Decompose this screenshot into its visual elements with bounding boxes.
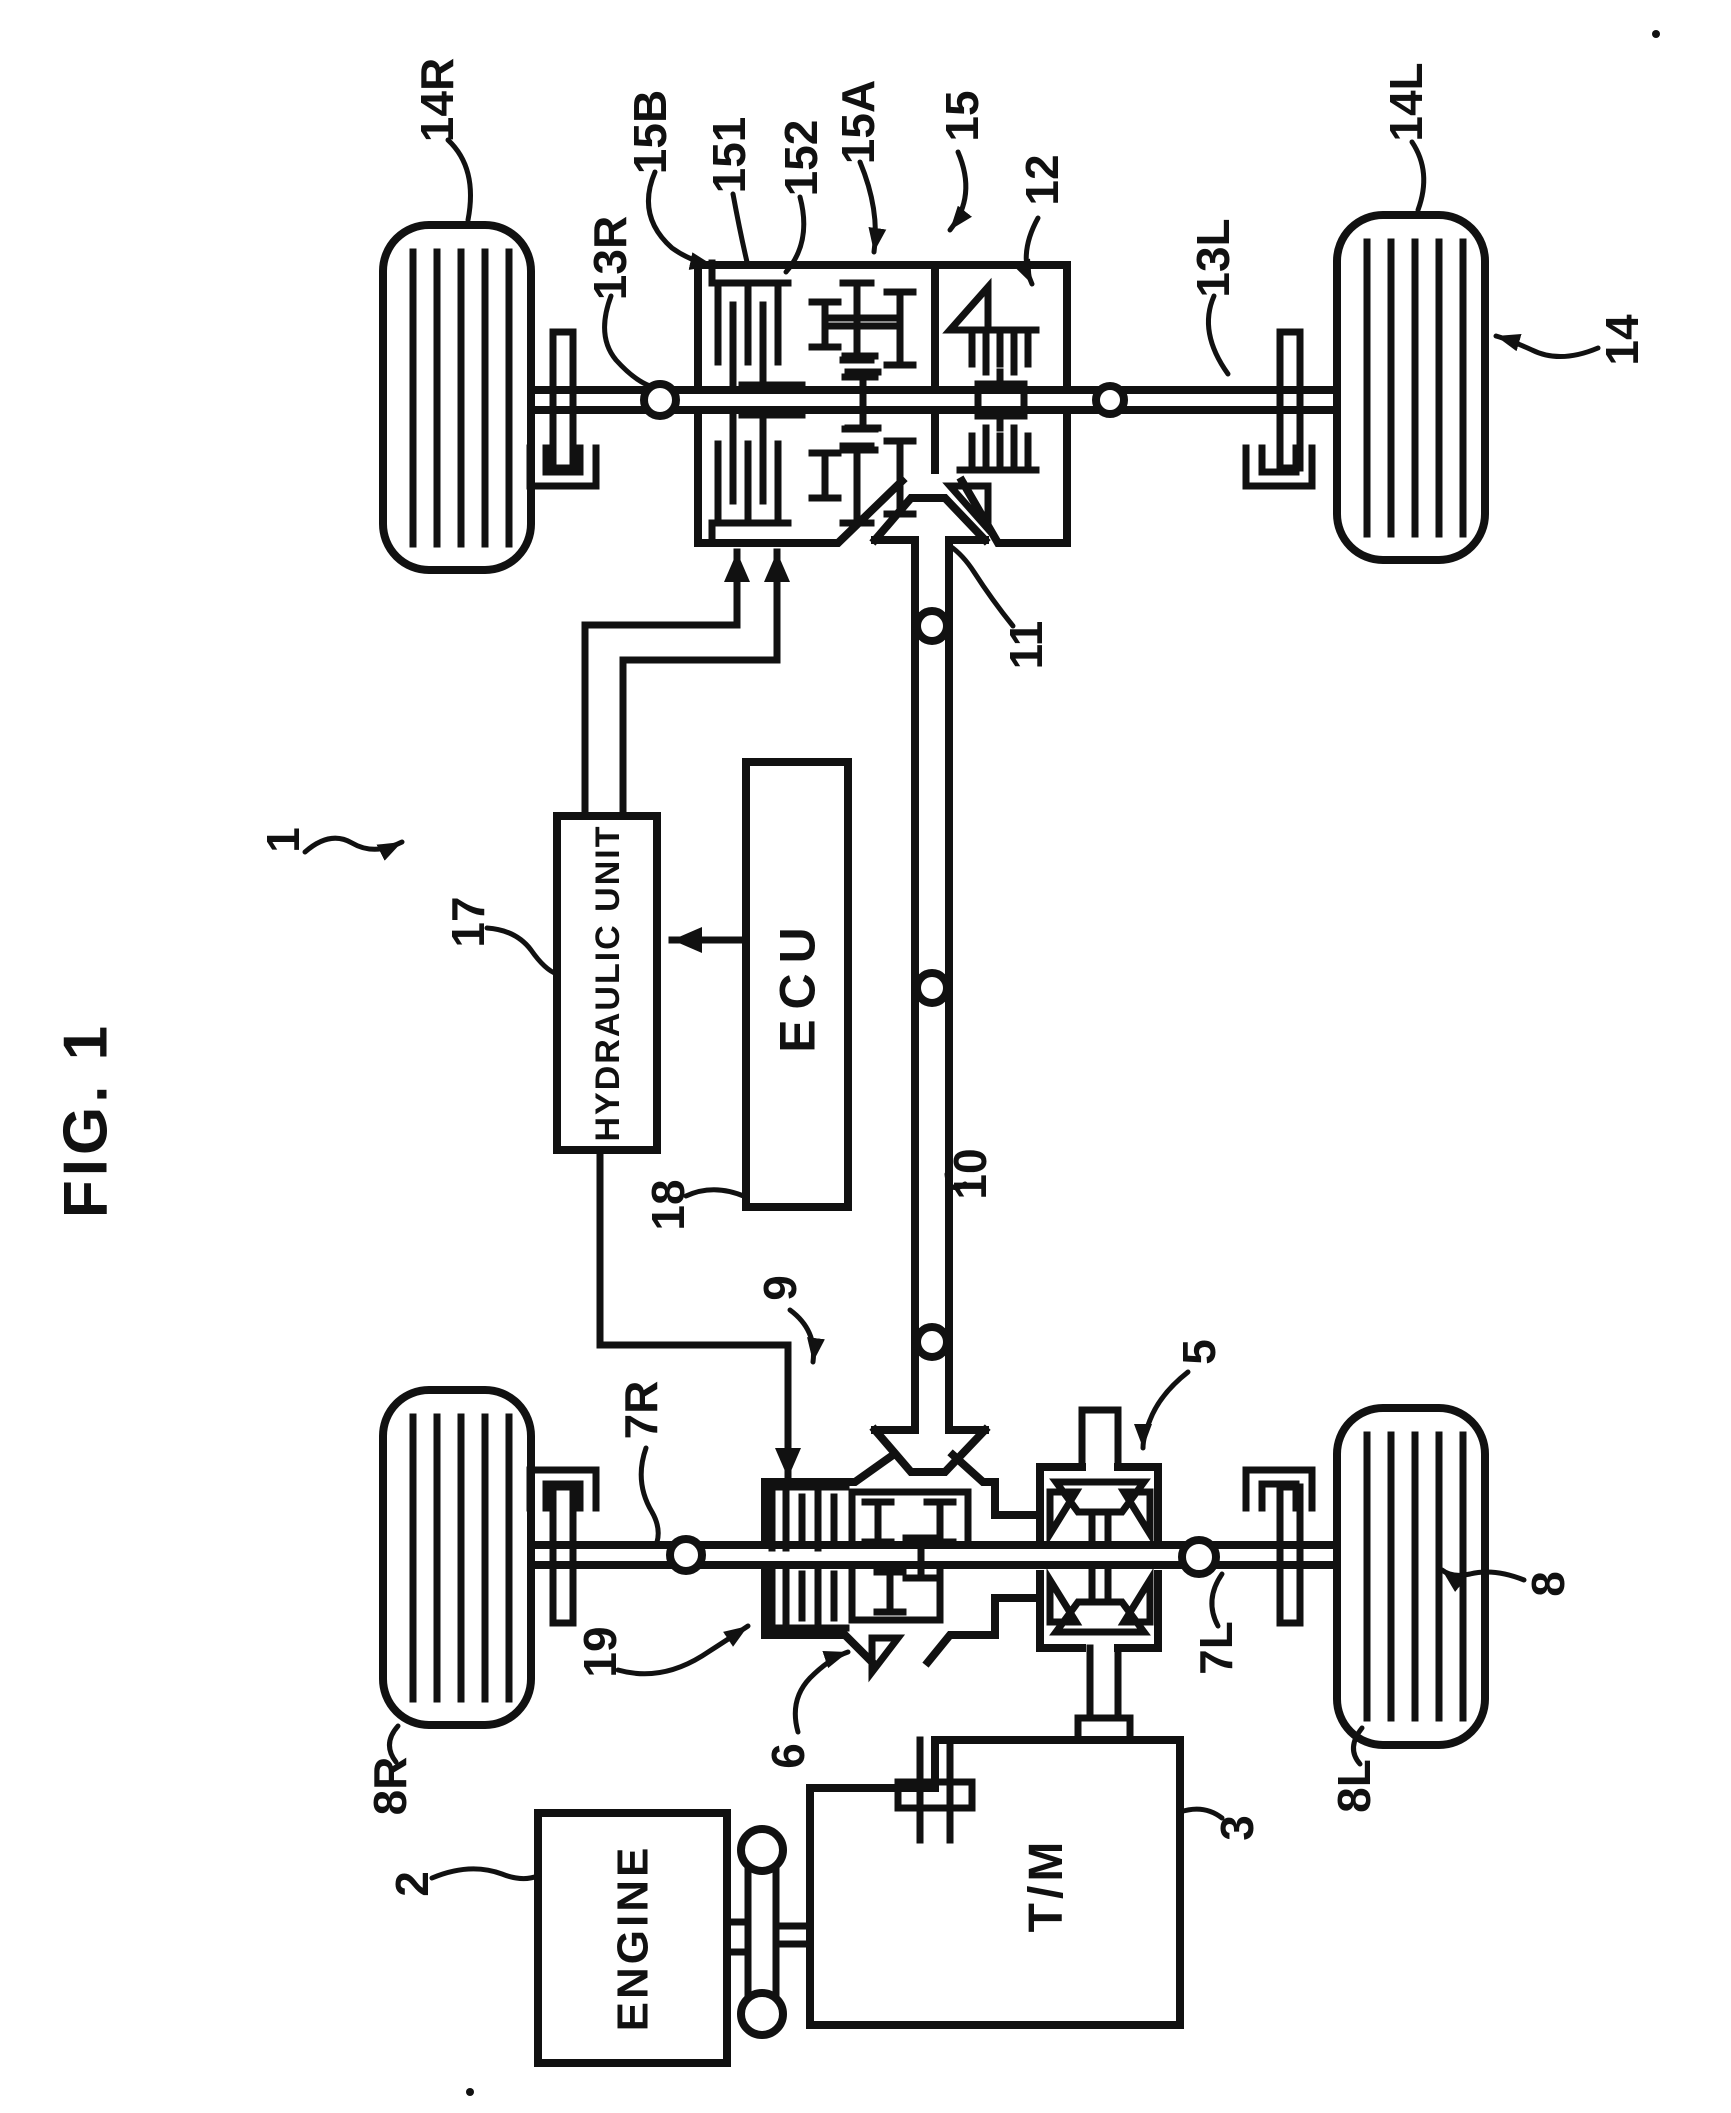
- shaft-joint-2: [917, 973, 947, 1003]
- label-7R: 7R: [615, 1380, 668, 1440]
- hydraulic-unit-box: [557, 816, 657, 1150]
- engine-coupling: [727, 1829, 810, 2035]
- engine-label: ENGINE: [608, 1844, 658, 2032]
- engine-box: [538, 1813, 727, 2063]
- label-17: 17: [442, 896, 495, 948]
- label-15B: 15B: [624, 89, 677, 175]
- label-14: 14: [1596, 314, 1649, 366]
- label-3: 3: [1211, 1815, 1264, 1841]
- transfer-unit: [1040, 1410, 1158, 1740]
- rear-left-wheel: [1337, 215, 1485, 560]
- figure-title: FIG. 1: [51, 1021, 121, 1219]
- label-151: 151: [703, 116, 756, 194]
- print-dot-top: [1652, 30, 1660, 38]
- label-13L: 13L: [1187, 218, 1240, 298]
- label-15: 15: [936, 90, 989, 142]
- hydraulic-to-rear-clutch-line-1: [585, 552, 737, 816]
- label-14L: 14L: [1380, 62, 1433, 142]
- hydraulic-unit-label: HYDRAULIC UNIT: [588, 824, 627, 1142]
- label-9: 9: [754, 1275, 807, 1301]
- label-8: 8: [1522, 1571, 1575, 1597]
- label-12: 12: [1016, 154, 1069, 206]
- label-7L: 7L: [1190, 1621, 1243, 1675]
- shaft-joint-3: [917, 1327, 947, 1357]
- rear-axle-joint-right: [644, 384, 676, 416]
- shaft-joint-1: [917, 611, 947, 641]
- propeller-shaft: [875, 498, 985, 1472]
- rear-clutch-pack-upper: [712, 263, 802, 385]
- label-8L: 8L: [1328, 1759, 1381, 1813]
- rear-differential-housing: [698, 265, 1067, 543]
- print-dot-bottom: [466, 2088, 474, 2096]
- ecu-label: ECU: [769, 917, 826, 1053]
- label-5: 5: [1173, 1339, 1226, 1365]
- transmission-box: [810, 1740, 1180, 2025]
- rear-clutch-pack-lower: [712, 415, 802, 543]
- label-152: 152: [775, 119, 828, 197]
- label-13R: 13R: [584, 215, 637, 301]
- rear-right-wheel: [383, 225, 531, 570]
- front-gear-set: [852, 1492, 968, 1620]
- rear-axle-joint-left: [1096, 386, 1124, 414]
- label-10: 10: [944, 1148, 997, 1200]
- rear-gear-set-15A: [812, 283, 913, 523]
- hydraulic-to-rear-clutch-line-2: [623, 552, 777, 816]
- front-clutch-pack-19: [772, 1487, 846, 1628]
- label-6: 6: [762, 1743, 815, 1769]
- label-8R: 8R: [364, 1756, 417, 1816]
- transmission-label: T/M: [1019, 1837, 1073, 1933]
- label-18: 18: [642, 1179, 695, 1231]
- label-14R: 14R: [411, 57, 464, 143]
- front-axle-joint-left: [1182, 1540, 1216, 1574]
- label-11: 11: [1000, 620, 1053, 670]
- label-2: 2: [386, 1871, 439, 1897]
- label-19: 19: [574, 1626, 627, 1678]
- label-15A: 15A: [832, 79, 885, 165]
- front-axle-joint-right: [670, 1539, 702, 1571]
- ecu-box: [746, 762, 848, 1207]
- front-right-wheel: [383, 1390, 531, 1725]
- label-1: 1: [257, 827, 310, 853]
